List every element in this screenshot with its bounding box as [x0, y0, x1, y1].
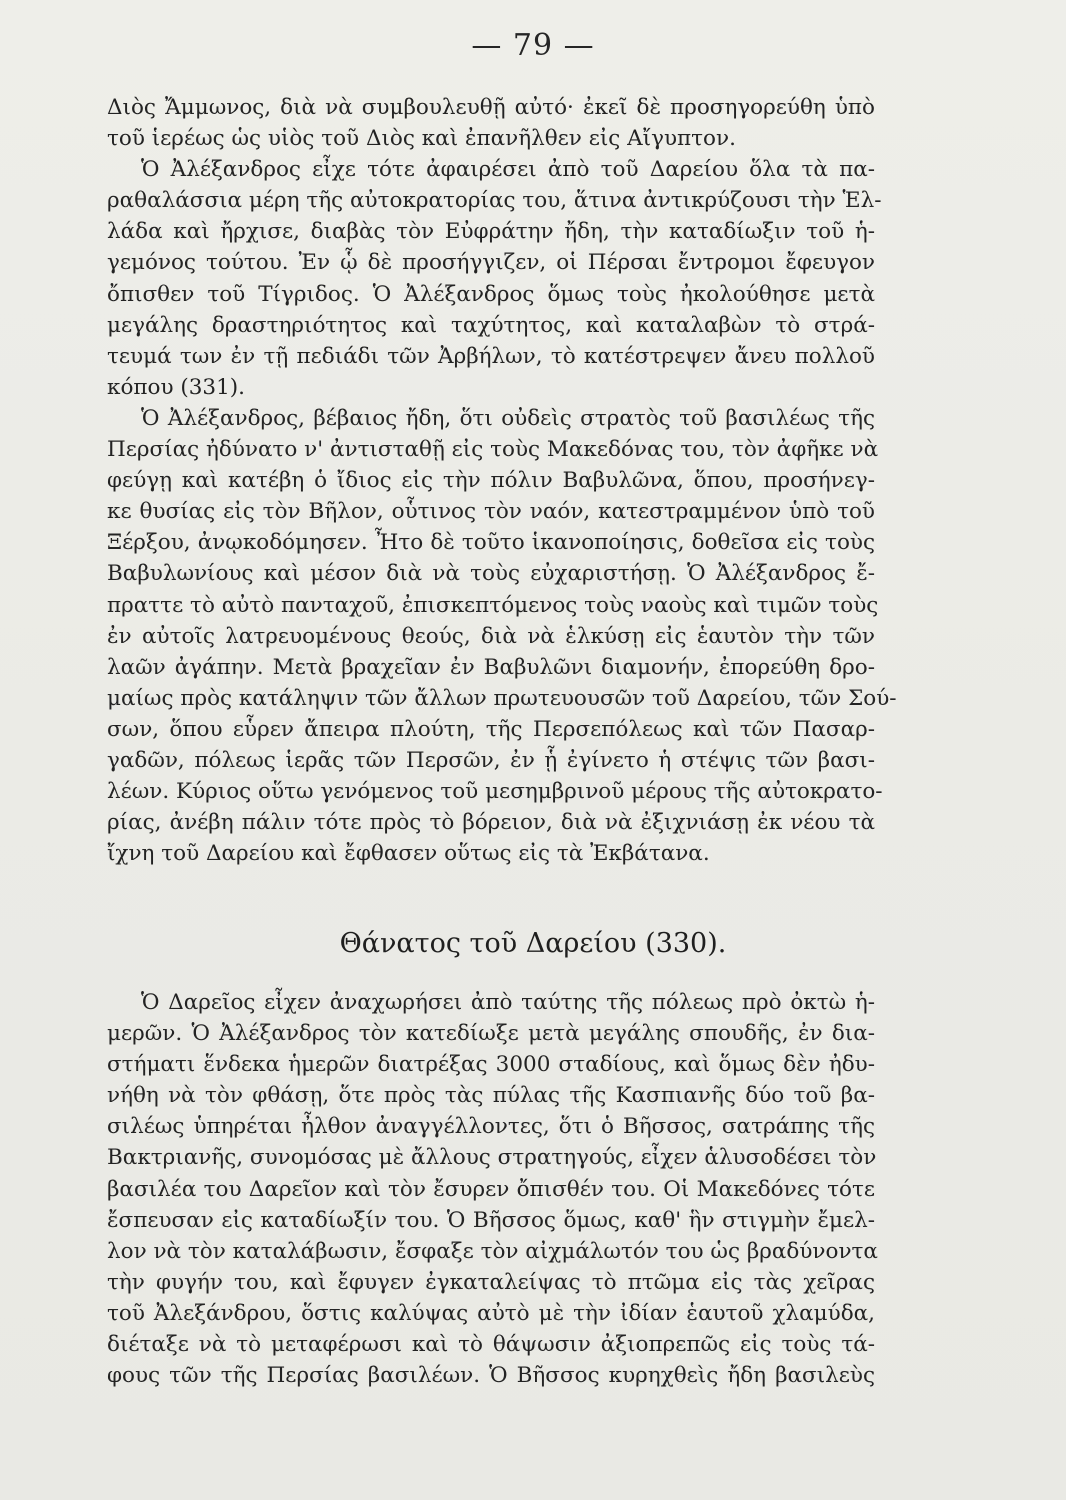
text-line: πραττε τὸ αὐτὸ πανταχοῦ, ἐπισκεπτόμενος τοὺς ναοὺς καὶ τιμῶν τοὺς	[107, 592, 879, 618]
text-line: λον νὰ τὸν καταλάβωσιν, ἔσφαξε τὸν αἰχμάλωτόν του ὡς βραδύνοντα	[107, 1238, 878, 1264]
text-line: Ξέρξου, ἀνῳκοδόμησεν. Ἦτο δὲ τοῦτο ἱκανοποίησις, δοθεῖσα εἰς τοὺς	[107, 530, 875, 556]
text-line: κόπου (331).	[107, 374, 246, 400]
text-line: κε θυσίας εἰς τὸν Βῆλον, οὗτινος τὸν ναόν, κατεστραμμένον ὑπὸ τοῦ	[107, 499, 875, 525]
text-line: Περσίας ἠδύνατο ν' ἀντισταθῇ εἰς τοὺς Μακεδόνας του, τὸν ἀφῆκε νὰ	[107, 437, 879, 463]
text-line: διέταξε νὰ τὸ μεταφέρωσι καὶ τὸ θάψωσιν ἀξιοπρεπῶς εἰς τοὺς τά-	[107, 1332, 875, 1358]
paragraph-block-ammon-babylon	[107, 92, 897, 869]
text-line: Βακτριανῆς, συνομόσας μὲ ἄλλους στρατηγούς, εἶχεν ἁλυσοδέσει τὸν	[107, 1145, 877, 1171]
text-line: Ὁ Ἀλέξανδρος, βέβαιος ἤδη, ὅτι οὐδεὶς στρατὸς τοῦ βασιλέως τῆς	[141, 405, 875, 431]
text-line: φους τῶν τῆς Περσίας βασιλέων. Ὁ Βῆσσος κυρηχθεὶς ἤδη βασιλεὺς	[107, 1363, 875, 1389]
text-line: σιλέως ὑπηρέται ἦλθον ἀναγγέλλοντες, ὅτι ὁ Βῆσσος, σατράπης τῆς	[107, 1114, 875, 1140]
text-line: μαίως πρὸς κατάληψιν τῶν ἄλλων πρωτευουσῶν τοῦ Δαρείου, τῶν Σού-	[107, 685, 897, 711]
text-line: ρίας, ἀνέβη πάλιν τότε πρὸς τὸ βόρειον, διὰ νὰ ἐξιχνιάσῃ ἐκ νέου τὰ	[107, 810, 875, 836]
text-line: ἐν αὐτοῖς λατρευομένους θεούς, διὰ νὰ ἑλκύσῃ εἰς ἑαυτὸν τὴν τῶν	[107, 623, 875, 649]
text-line: τοῦ ἱερέως ὡς υἱὸς τοῦ Διὸς καὶ ἐπανῆλθεν εἰς Αἴγυπτον.	[107, 126, 736, 152]
text-line: βασιλέα του Δαρεῖον καὶ τὸν ἔσυρεν ὄπισθέν του. Οἱ Μακεδόνες τότε	[107, 1176, 875, 1202]
text-line: λαῶν ἀγάπην. Μετὰ βραχεῖαν ἐν Βαβυλῶνι διαμονήν, ἐπορεύθη δρο-	[107, 654, 875, 680]
section-heading: Θάνατος τοῦ Δαρείου (330).	[339, 928, 727, 959]
text-line: λάδα καὶ ἤρχισε, διαβὰς τὸν Εὐφράτην ἤδη, τὴν καταδίωξιν τοῦ ἡ-	[107, 219, 875, 245]
paragraph-block-death-of-darius	[107, 987, 878, 1391]
text-line: νήθη νὰ τὸν φθάσῃ, ὅτε πρὸς τὰς πύλας τῆς Κασπιανῆς δύο τοῦ βα-	[107, 1083, 875, 1109]
text-line: τὴν φυγήν του, καὶ ἔφυγεν ἐγκαταλείψας τὸ πτῶμα εἰς τὰς χεῖρας	[107, 1269, 875, 1295]
text-line: γαδῶν, πόλεως ἱερᾶς τῶν Περσῶν, ἐν ᾗ ἐγίνετο ἡ στέψις τῶν βασι-	[107, 747, 875, 773]
text-line: στήματι ἕνδεκα ἡμερῶν διατρέξας 3000 σταδίους, καὶ ὅμως δὲν ἠδυ-	[107, 1052, 875, 1078]
text-line: Διὸς Ἄμμωνος, διὰ νὰ συμβουλευθῇ αὐτό· ἐκεῖ δὲ προσηγορεύθη ὑπὸ	[107, 95, 875, 120]
page-number: — 79 —	[471, 28, 595, 63]
text-line: Ὁ Δαρεῖος εἶχεν ἀναχωρήσει ἀπὸ ταύτης τῆς πόλεως πρὸ ὀκτὼ ἡ-	[141, 990, 875, 1015]
text-line: ἔσπευσαν εἰς καταδίωξίν του. Ὁ Βῆσσος ὅμως, καθ' ἣν στιγμὴν ἔμελ-	[107, 1207, 875, 1233]
text-line: τοῦ Ἀλεξάνδρου, ὅστις καλύψας αὐτὸ μὲ τὴν ἰδίαν ἑαυτοῦ χλαμύδα,	[107, 1300, 875, 1326]
text-line: Ὁ Ἀλέξανδρος εἶχε τότε ἀφαιρέσει ἀπὸ τοῦ Δαρείου ὅλα τὰ πα-	[141, 157, 875, 183]
text-line: γεμόνος τούτου. Ἐν ᾧ δὲ προσήγγιζεν, οἱ Πέρσαι ἔντρομοι ἔφευγον	[107, 250, 875, 276]
text-line: μεγάλης δραστηριότητος καὶ ταχύτητος, καὶ καταλαβὼν τὸ στρά-	[107, 312, 875, 338]
text-line: μερῶν. Ὁ Ἀλέξανδρος τὸν κατεδίωξε μετὰ μεγάλης σπουδῆς, ἐν δια-	[107, 1021, 875, 1047]
text-line: σων, ὅπου εὗρεν ἄπειρα πλούτη, τῆς Περσεπόλεως καὶ τῶν Πασαρ-	[107, 716, 875, 742]
text-line: ραθαλάσσια μέρη τῆς αὐτοκρατορίας του, ἅτινα ἀντικρύζουσι τὴν Ἑλ-	[107, 188, 882, 214]
text-line: λέων. Κύριος οὕτω γενόμενος τοῦ μεσημβρινοῦ μέρους τῆς αὐτοκρατο-	[107, 779, 883, 805]
text-line: τευμά των ἐν τῇ πεδιάδι τῶν Ἀρβήλων, τὸ κατέστρεψεν ἄνευ πολλοῦ	[107, 343, 875, 369]
text-line: ἴχνη τοῦ Δαρείου καὶ ἔφθασεν οὕτως εἰς τὰ Ἐκβάτανα.	[107, 841, 710, 867]
text-line: Βαβυλωνίους καὶ μέσον διὰ νὰ τοὺς εὐχαριστήσῃ. Ὁ Ἀλέξανδρος ἔ-	[107, 561, 875, 587]
text-line: ὄπισθεν τοῦ Τίγριδος. Ὁ Ἀλέξανδρος ὅμως τοὺς ἠκολούθησε μετὰ	[107, 281, 875, 307]
text-line: φεύγῃ καὶ κατέβη ὁ ἴδιος εἰς τὴν πόλιν Βαβυλῶνα, ὅπου, προσήνεγ-	[107, 468, 875, 494]
